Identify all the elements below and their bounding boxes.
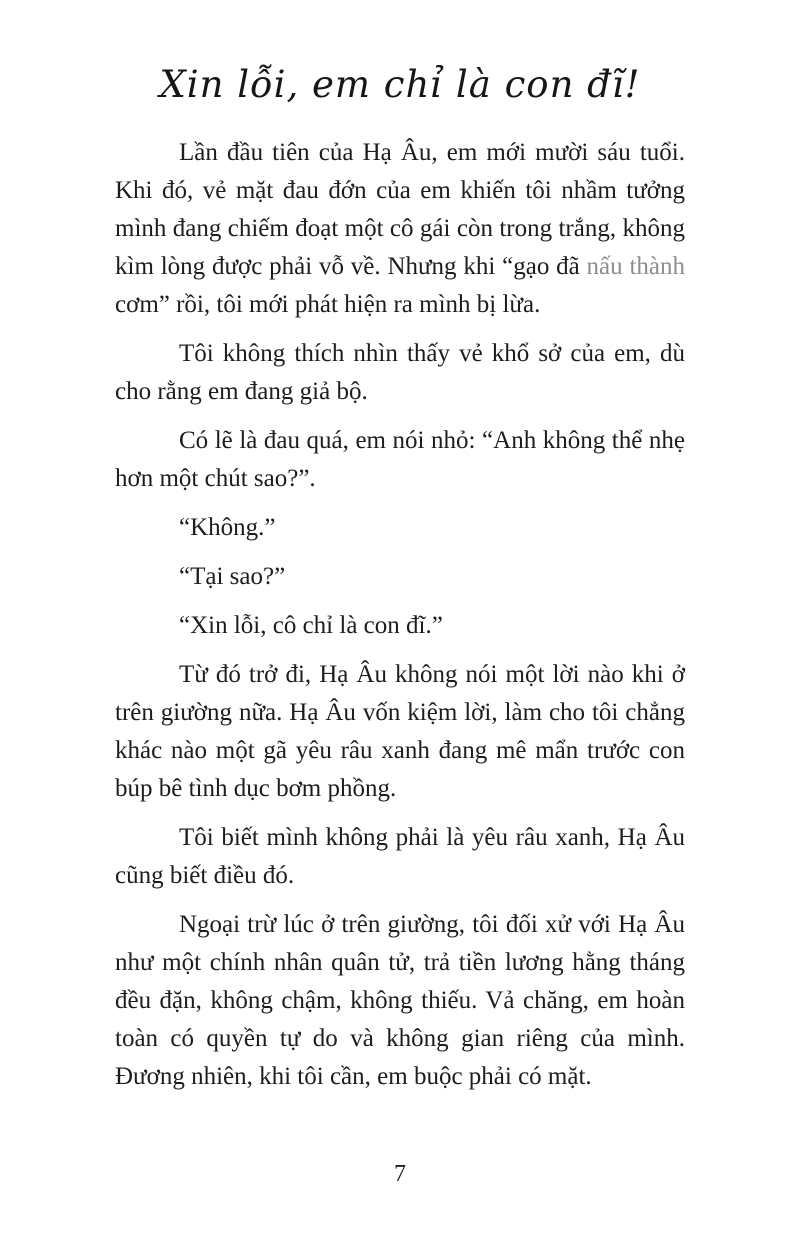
- paragraph: Tôi không thích nhìn thấy vẻ khổ sở của em, dù cho rằng em đang giả bộ.: [115, 340, 685, 405]
- dialogue-line: “Tại sao?”: [179, 563, 286, 590]
- paragraph: Tôi biết mình không phải là yêu râu xanh, Hạ Âu cũng biết điều đó.: [115, 824, 685, 889]
- dialogue-line: “Không.”: [179, 514, 276, 541]
- paragraph: [115, 134, 685, 324]
- paragraph: Có lẽ là đau quá, em nói nhỏ: “Anh không thể nhẹ hơn một chút sao?”.: [115, 427, 685, 492]
- paragraph-text: cơm” rồi, tôi mới phát hiện ra mình bị lừa.: [115, 291, 541, 318]
- dialogue-line: “Xin lỗi, cô chỉ là con đĩ.”: [179, 612, 443, 639]
- body-text: [115, 134, 685, 1096]
- faded-print-text: nấu thành: [586, 253, 685, 280]
- paragraph: Ngoại trừ lúc ở trên giường, tôi đối xử với Hạ Âu như một chính nhân quân tử, trả tiền lương hằng tháng đều đặn, không chậm, không thiếu. Vả chăng, em hoàn toàn có quyền tự do và không gian riêng của mình. Đương nhiên, khi tôi cần, em buộc phải có mặt.: [115, 911, 685, 1090]
- paragraph-text: Lần đầu tiên của Hạ Âu, em mới mười sáu tuổi. Khi đó, vẻ mặt đau đớn của em khiến tôi nhầm tưởng mình đang chiếm đoạt một cô gái còn trong trắng, không kìm lòng được phải vỗ về. Nhưng khi “gạo đã: [115, 139, 685, 280]
- chapter-title: Xin lỗi, em chỉ là con đĩ!: [159, 63, 641, 106]
- page-number: 7: [394, 1161, 406, 1187]
- paragraph: Từ đó trở đi, Hạ Âu không nói một lời nào khi ở trên giường nữa. Hạ Âu vốn kiệm lời, làm cho tôi chẳng khác nào một gã yêu râu xanh đang mê mẩn trước con búp bê tình dục bơm phồng.: [115, 661, 685, 802]
